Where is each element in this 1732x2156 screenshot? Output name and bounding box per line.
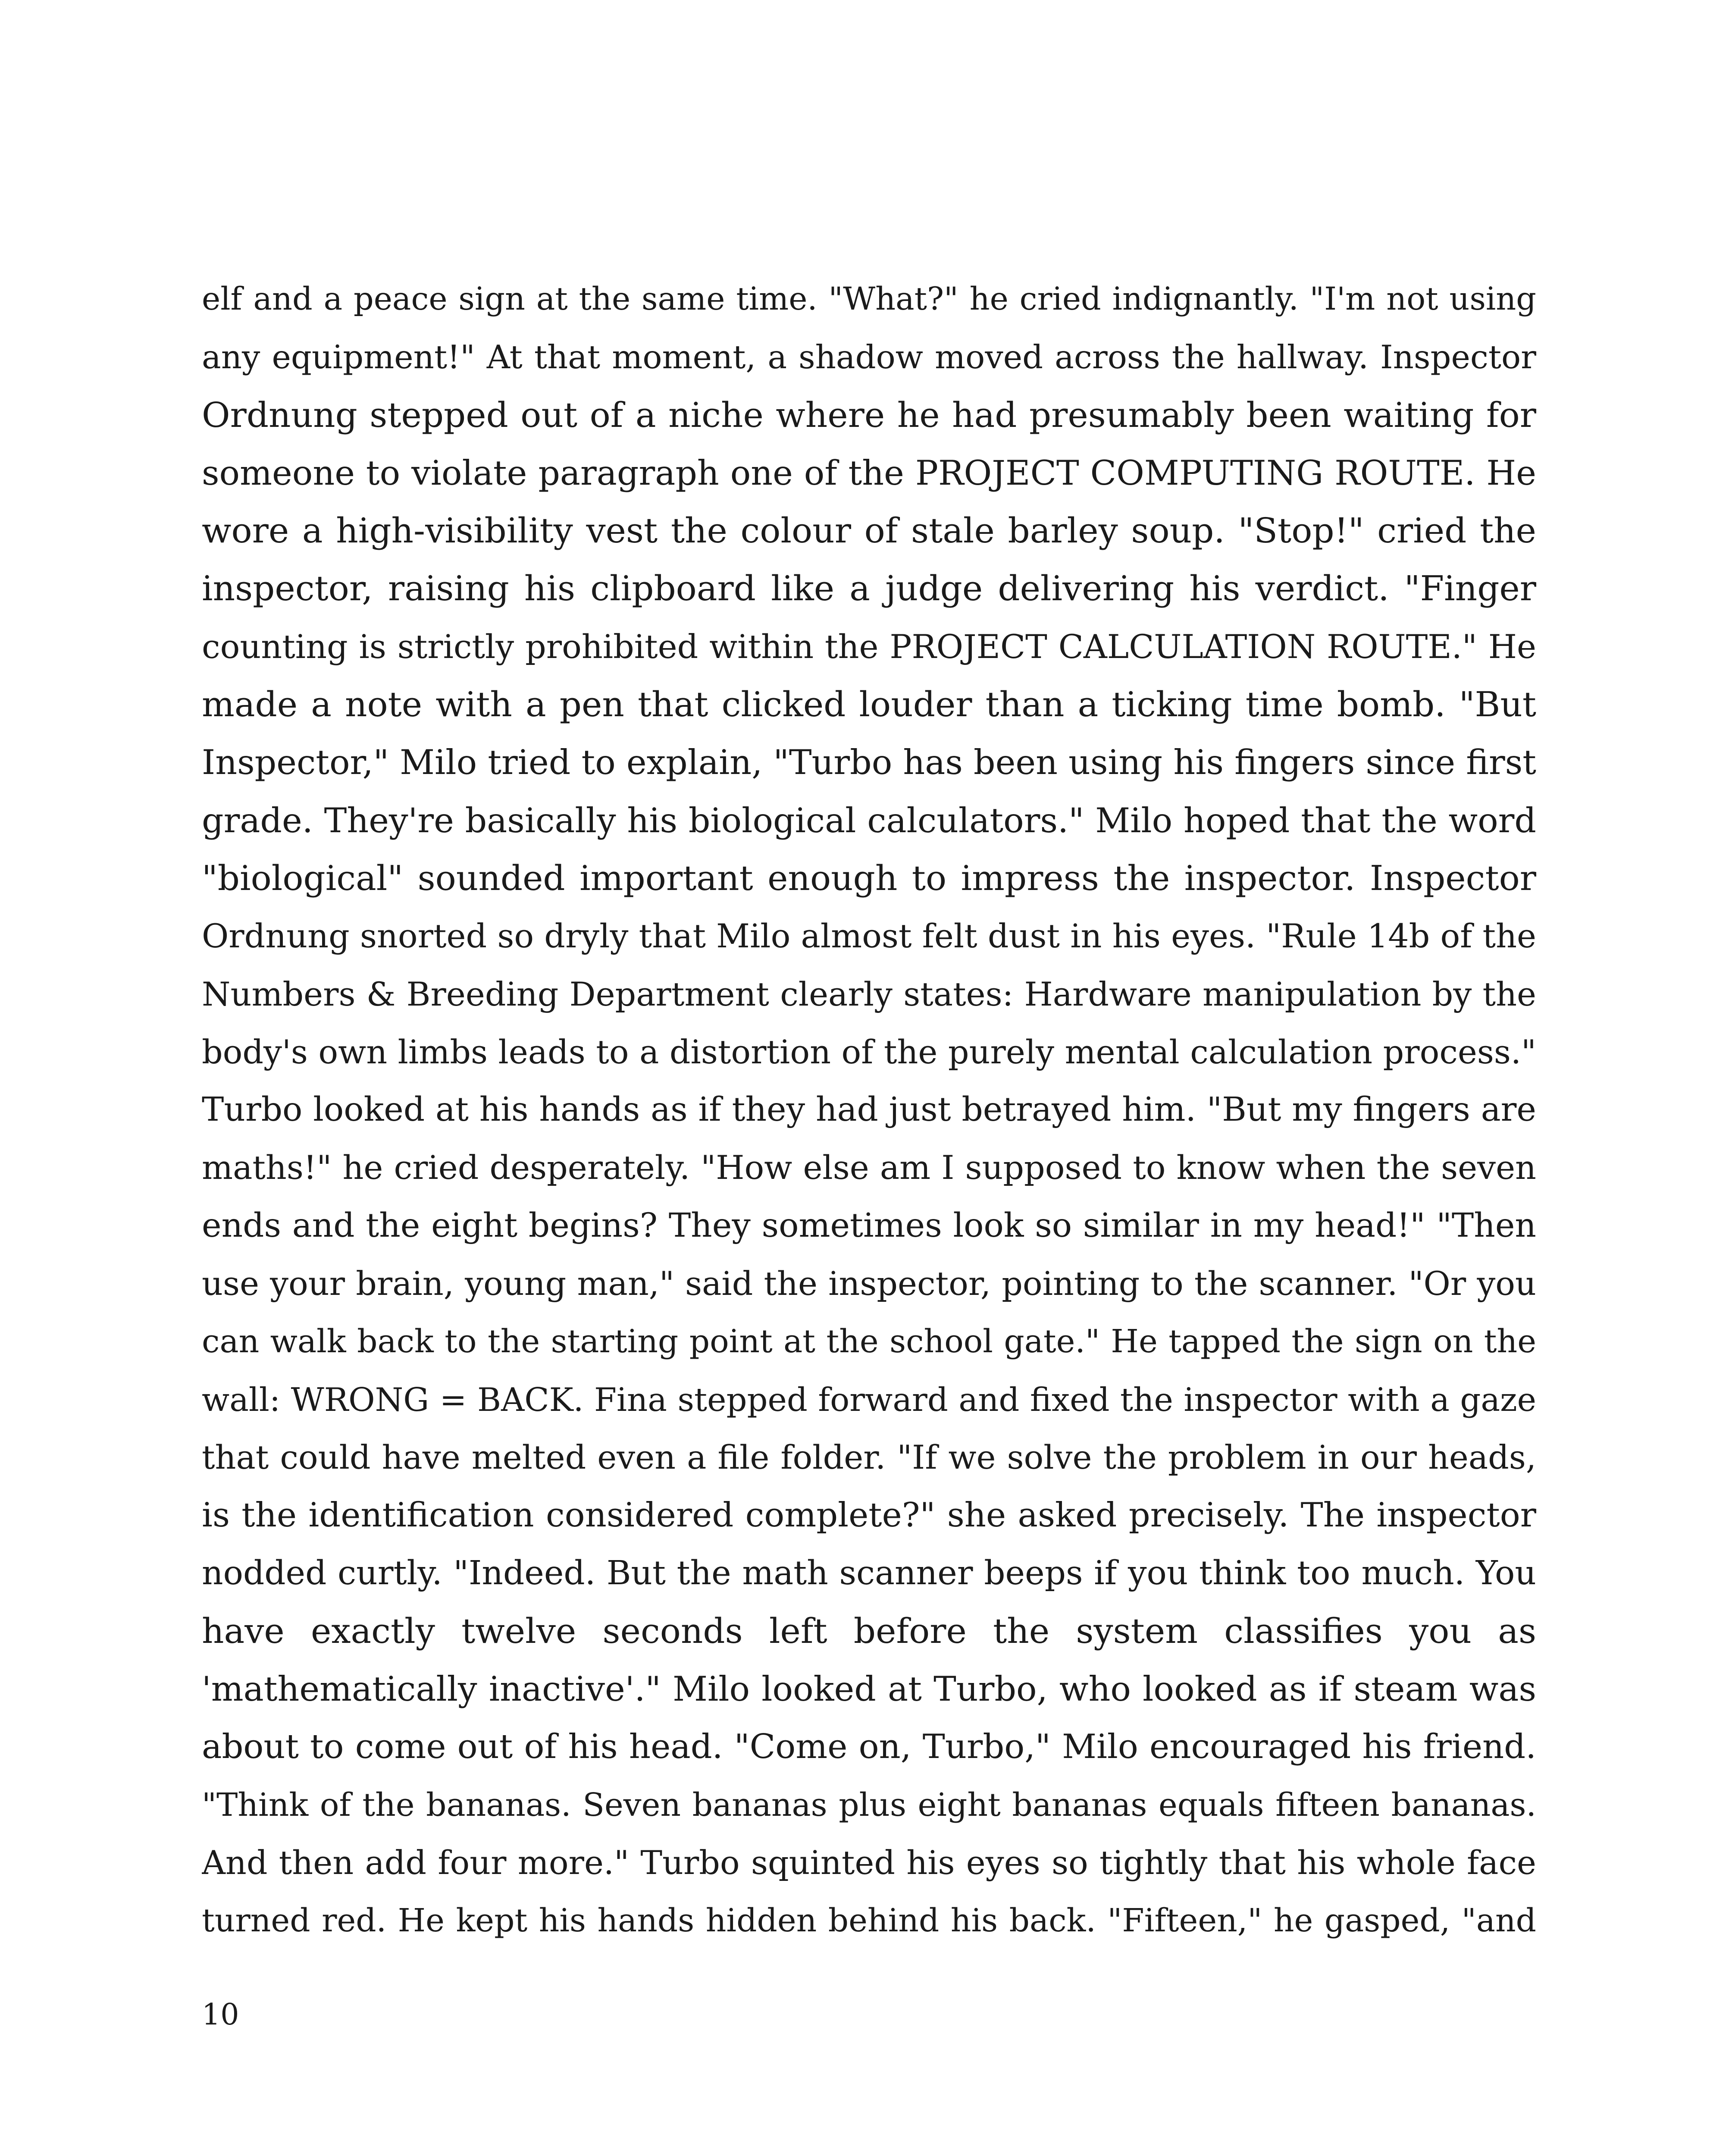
page-number: 10 xyxy=(202,1998,239,2032)
body-text xyxy=(202,270,1536,1950)
text-line: Ordnung stepped out of a niche where he had presumably been waiting for xyxy=(202,395,1536,435)
text-line: have exactly twelve seconds left before the system classifies you as xyxy=(202,1611,1536,1651)
text-line: Turbo looked at his hands as if they had just betrayed him. "But my fingers are xyxy=(202,1091,1536,1129)
text-line: "Think of the bananas. Seven bananas plus eight bananas equals fifteen bananas. xyxy=(202,1786,1536,1824)
text-line: turned red. He kept his hands hidden behind his back. "Fifteen," he gasped, "and xyxy=(202,1902,1536,1940)
text-line: Numbers & Breeding Department clearly states: Hardware manipulation by the xyxy=(202,975,1536,1013)
text-line: wall: WRONG = BACK. Fina stepped forward and fixed the inspector with a gaze xyxy=(202,1380,1536,1419)
text-line: maths!" he cried desperately. "How else am I supposed to know when the seven xyxy=(202,1148,1536,1187)
text-line: Inspector," Milo tried to explain, "Turbo has been using his fingers since first xyxy=(202,743,1536,783)
text-line: about to come out of his head. "Come on, Turbo," Milo encouraged his friend. xyxy=(202,1727,1536,1767)
text-line: 'mathematically inactive'." Milo looked at Turbo, who looked as if steam was xyxy=(202,1669,1536,1709)
text-line: elf and a peace sign at the same time. "What?" he cried indignantly. "I'm not using xyxy=(202,281,1536,317)
text-line: that could have melted even a file folder. "If we solve the problem in our heads, xyxy=(202,1438,1536,1476)
text-line: wore a high-visibility vest the colour of stale barley soup. "Stop!" cried the xyxy=(202,511,1536,551)
text-line: Ordnung snorted so dryly that Milo almost felt dust in his eyes. "Rule 14b of the xyxy=(202,917,1536,956)
text-line: body's own limbs leads to a distortion of the purely mental calculation process." xyxy=(202,1032,1536,1071)
text-line: nodded curtly. "Indeed. But the math scanner beeps if you think too much. You xyxy=(202,1554,1536,1592)
text-line: use your brain, young man," said the inspector, pointing to the scanner. "Or you xyxy=(202,1264,1536,1303)
text-line: grade. They're basically his biological calculators." Milo hoped that the word xyxy=(202,800,1536,840)
text-line: inspector, raising his clipboard like a judge delivering his verdict. "Finger xyxy=(202,568,1536,609)
text-line: And then add four more." Turbo squinted his eyes so tightly that his whole face xyxy=(202,1843,1536,1882)
text-line: counting is strictly prohibited within the PROJECT CALCULATION ROUTE." He xyxy=(202,627,1536,666)
text-line: can walk back to the starting point at the school gate." He tapped the sign on the xyxy=(202,1323,1536,1360)
text-line: any equipment!" At that moment, a shadow moved across the hallway. Inspector xyxy=(202,338,1536,376)
text-line: ends and the eight begins? They sometimes look so similar in my head!" "Then xyxy=(202,1206,1536,1245)
text-line: is the identification considered complete?" she asked precisely. The inspector xyxy=(202,1496,1536,1535)
text-line: someone to violate paragraph one of the PROJECT COMPUTING ROUTE. He xyxy=(202,453,1536,493)
text-line: "biological" sounded important enough to impress the inspector. Inspector xyxy=(202,858,1536,898)
text-line: made a note with a pen that clicked louder than a ticking time bomb. "But xyxy=(202,684,1536,725)
